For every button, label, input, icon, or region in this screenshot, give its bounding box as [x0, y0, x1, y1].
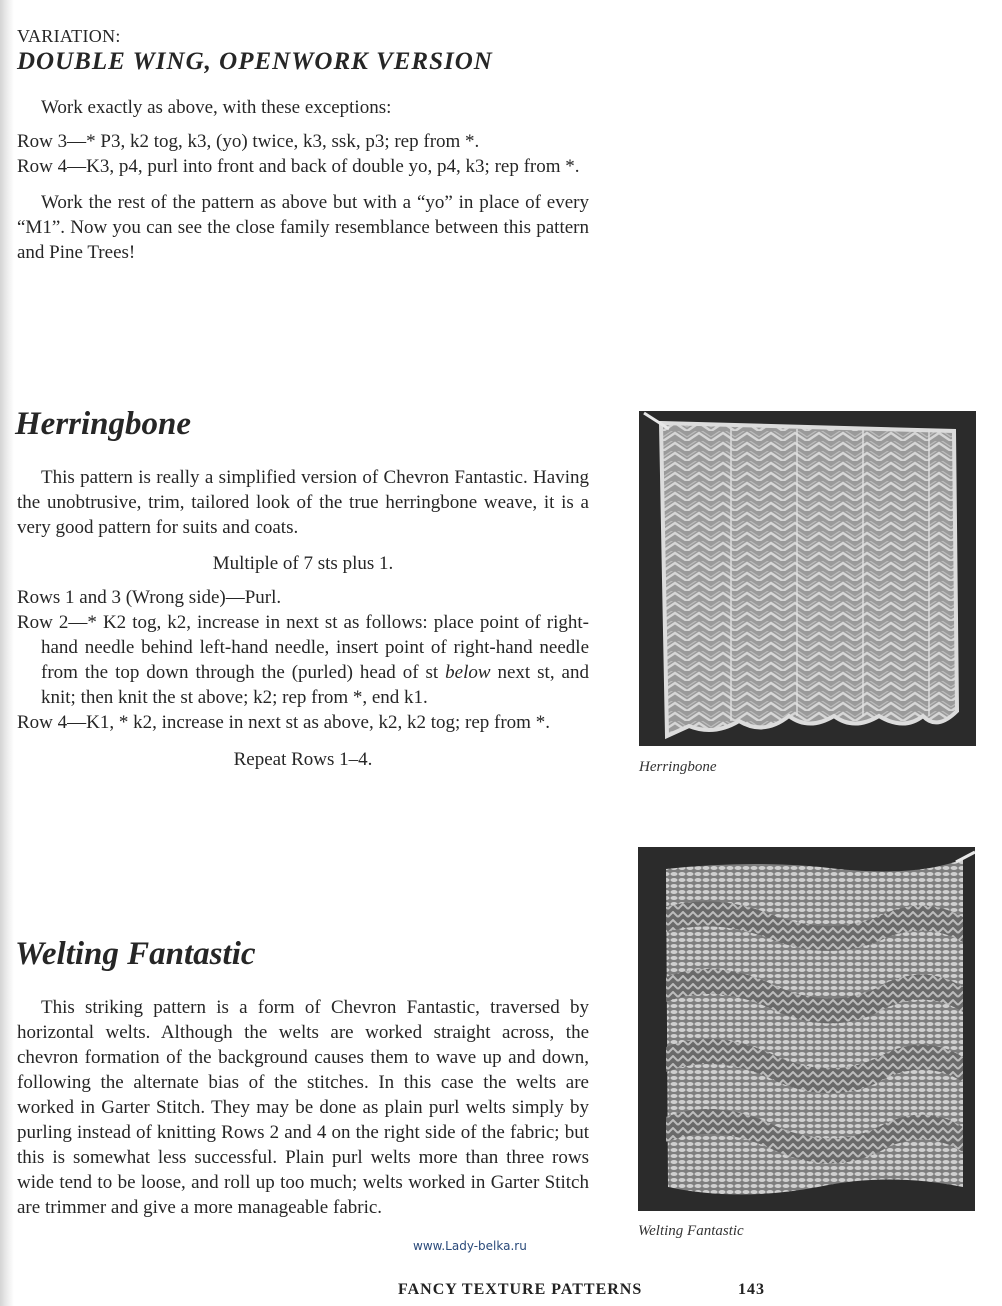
- herringbone-row-2: [17, 610, 589, 710]
- herringbone-body: [17, 465, 589, 772]
- welting-description: This striking pattern is a form of Chevron Fantastic, traversed by horizontal welts. Although the welts are worked straight across, the chevron formation of the background causes them to wave up and down, following the alternate bias of the stitches. In this case the welts are worked in Garter Stitch. They may be done as plain purl welts simply by purling instead of knitting Rows 2 and 4 on the right side of the fabric; but this is somewhat less successful. Plain purl welts more than three rows wide tend to be loose, and roll up too much; welts worked in Garter Stitch are trimmer and give a more manageable fabric.: [17, 997, 589, 1218]
- page-gutter-shadow: [0, 0, 14, 1306]
- page-number: 143: [738, 1281, 765, 1298]
- watermark-link[interactable]: www.Lady-belka.ru: [413, 1239, 527, 1253]
- variation-row-3: Row 3—* P3, k2 tog, k3, (yo) twice, k3, ssk, p3; rep from *.: [17, 131, 480, 152]
- welting-photo: [638, 847, 975, 1211]
- welting-body: [17, 995, 589, 1220]
- herringbone-multiple: Multiple of 7 sts plus 1.: [212, 553, 394, 574]
- variation-label: VARIATION:: [17, 26, 121, 46]
- welting-caption: Welting Fantastic: [638, 1223, 744, 1239]
- variation-body: [17, 95, 589, 265]
- herringbone-row-1-3: Rows 1 and 3 (Wrong side)—Purl.: [17, 587, 282, 608]
- variation-row-4: Row 4—K3, p4, purl into front and back of double yo, p4, k3; rep from *.: [17, 156, 580, 177]
- running-footer-title: FANCY TEXTURE PATTERNS: [398, 1281, 643, 1298]
- herringbone-photo: [639, 411, 976, 746]
- variation-closing: Work the rest of the pattern as above but with a “yo” in place of every “M1”. Now you can see the close family resemblance between this pattern and Pine Trees!: [17, 192, 589, 263]
- herringbone-row-2-part-a: Row 2—* K2 tog, k2, increase in next st as follows: place point of right-hand needle behind left-hand needle, insert point of right-hand needle from the top down through the (purled) head of st: [17, 612, 589, 683]
- herringbone-row-2-part-b: next st, and knit; then knit the st above; k2; rep from *, end k1.: [41, 662, 589, 708]
- welting-swatch-image: [638, 847, 975, 1211]
- herringbone-row-4: Row 4—K1, * k2, increase in next st as above, k2, k2 tog; rep from *.: [17, 712, 550, 733]
- herringbone-heading: Herringbone: [15, 406, 192, 442]
- variation-title: DOUBLE WING, OPENWORK VERSION: [17, 48, 493, 75]
- herringbone-swatch-image: [639, 411, 976, 746]
- welting-heading: Welting Fantastic: [15, 936, 256, 972]
- herringbone-description: This pattern is really a simplified version of Chevron Fantastic. Having the unobtrusive, trim, tailored look of the true herringbone weave, it is a very good pattern for suits and coats.: [17, 467, 589, 538]
- herringbone-caption: Herringbone: [639, 759, 717, 775]
- herringbone-row-2-emphasis: below: [445, 662, 491, 683]
- herringbone-repeat: Repeat Rows 1–4.: [233, 749, 373, 770]
- variation-intro: Work exactly as above, with these exceptions:: [41, 97, 392, 118]
